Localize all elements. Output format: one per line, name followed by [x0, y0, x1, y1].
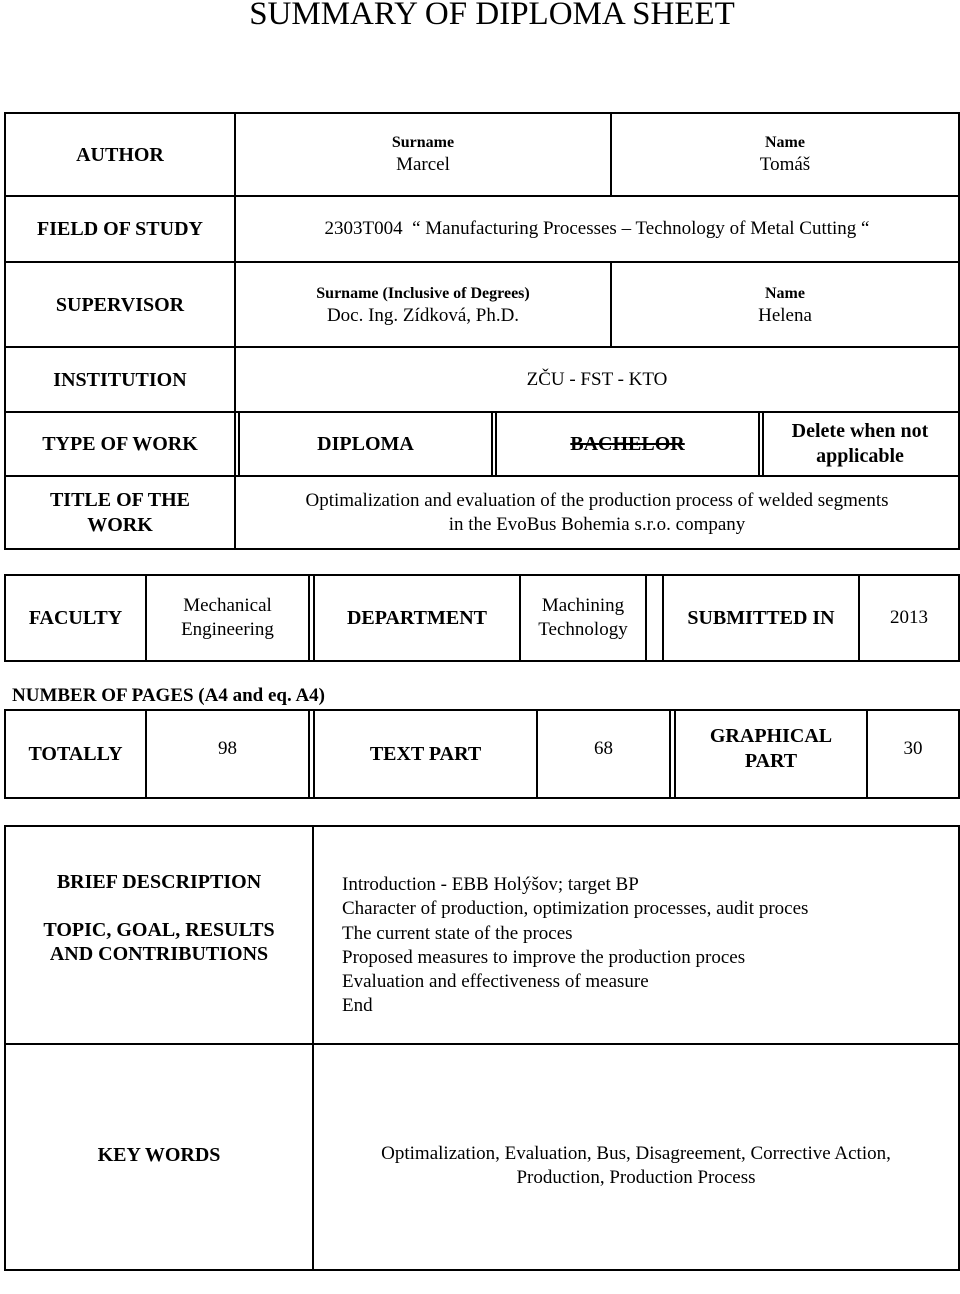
- list-item: Character of production, optimization processes, audit proces: [342, 898, 809, 920]
- brief-description-label: [6, 870, 312, 970]
- department-line-2: Technology: [538, 619, 628, 640]
- graphical-line-1: GRAPHICAL: [709, 725, 833, 747]
- name-heading: Name: [765, 133, 805, 151]
- list-item: Introduction - EBB Holýšov; target BP: [342, 874, 639, 895]
- graphical-part-label: [676, 711, 866, 787]
- institution-value: ZČU - FST - KTO: [526, 368, 668, 390]
- faculty-value: [147, 576, 308, 660]
- author-name: Tomáš: [759, 153, 811, 175]
- list-item: End: [342, 995, 373, 1017]
- supervisor-surname: Doc. Ing. Zídková, Ph.D.: [326, 304, 520, 326]
- totally-value: 98: [218, 738, 237, 759]
- list-item: Evaluation and effectiveness of measure: [342, 971, 649, 993]
- delete-note: Delete when not applicable: [791, 420, 929, 467]
- type-of-work-label: TYPE OF WORK: [42, 433, 198, 455]
- list-item: The current state of the proces: [342, 922, 573, 944]
- totally-label: TOTALLY: [28, 743, 123, 765]
- author-label: AUTHOR: [76, 143, 164, 166]
- key-words-value: [314, 1140, 958, 1192]
- list-item: Proposed measures to improve the production proces: [342, 946, 746, 968]
- supervisor-label: SUPERVISOR: [55, 293, 185, 316]
- title-of-work-value: [236, 477, 958, 548]
- institution-label: INSTITUTION: [53, 368, 187, 391]
- author-surname: Marcel: [396, 153, 450, 175]
- pages-heading: NUMBER OF PAGES (A4 and eq. A4): [12, 685, 325, 706]
- submitted-value: 2013: [890, 607, 928, 628]
- text-part-value: 68: [594, 738, 613, 759]
- surname-heading: Surname: [391, 133, 455, 151]
- supervisor-name-cell: [612, 275, 958, 335]
- faculty-line-2: Engineering: [181, 619, 274, 640]
- field-of-study-label: FIELD OF STUDY: [37, 218, 203, 240]
- author-name-cell: [612, 124, 958, 184]
- brief-line-3: AND CONTRIBUTIONS: [49, 943, 269, 965]
- title-line-2: in the EvoBus Bohemia s.r.o. company: [448, 513, 746, 535]
- page-title: SUMMARY OF DIPLOMA SHEET: [249, 0, 735, 32]
- graphical-line-2: PART: [744, 750, 798, 772]
- supervisor-name: Helena: [758, 304, 812, 326]
- department-value: [521, 576, 645, 660]
- key-words-label: KEY WORDS: [97, 1144, 221, 1166]
- supervisor-surname-cell: [236, 275, 610, 335]
- title-line-1: Optimalization and evaluation of the production process of welded segments: [305, 489, 889, 511]
- faculty-line-1: Mechanical: [183, 595, 272, 616]
- brief-line-1: BRIEF DESCRIPTION: [56, 871, 262, 893]
- brief-description-list: [342, 873, 808, 1019]
- submitted-label: SUBMITTED IN: [687, 607, 835, 629]
- brief-line-2: TOPIC, GOAL, RESULTS: [43, 919, 275, 941]
- author-surname-cell: [236, 124, 610, 184]
- field-of-study-value: 2303T004 “ Manufacturing Processes – Technology of Metal Cutting “: [324, 218, 870, 239]
- department-line-1: Machining: [541, 595, 625, 616]
- department-label: DEPARTMENT: [346, 607, 488, 629]
- key-words-line-2: Production, Production Process: [516, 1167, 756, 1188]
- key-words-line-1: Optimalization, Evaluation, Bus, Disagreement, Corrective Action,: [381, 1143, 891, 1164]
- type-diploma: DIPLOMA: [317, 433, 414, 455]
- faculty-label: FACULTY: [28, 607, 123, 629]
- supervisor-surname-heading: Surname (Inclusive of Degrees): [316, 284, 530, 302]
- title-of-work-label: TITLE OF THE WORK: [49, 488, 191, 536]
- text-part-label: TEXT PART: [369, 743, 482, 765]
- supervisor-name-heading: Name: [765, 284, 805, 302]
- type-bachelor: BACHELOR: [570, 433, 685, 455]
- graphical-part-value: 30: [903, 738, 923, 759]
